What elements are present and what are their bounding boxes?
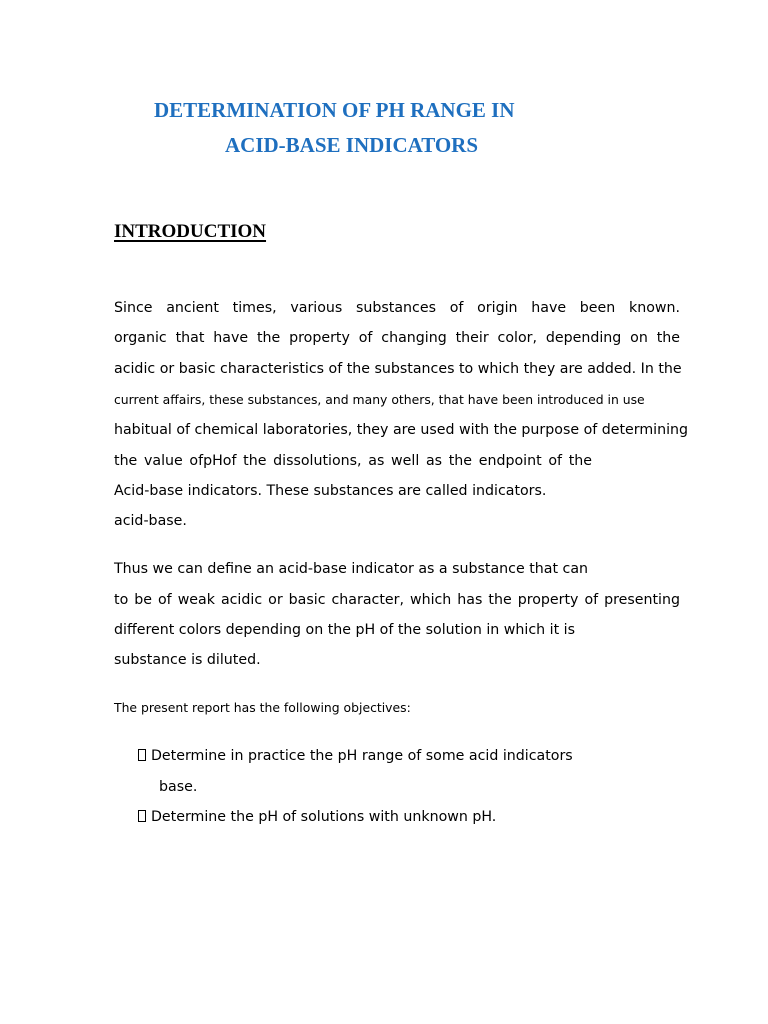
document-title-line-1: DETERMINATION OF PH RANGE IN <box>154 98 515 122</box>
section-heading-introduction: INTRODUCTION <box>114 221 267 242</box>
paragraph-1-line-3: acidic or basic characteristics of the substances to which they are added. In the <box>114 361 682 377</box>
paragraph-2-line-2: to be of weak acidic or basic character, which has the property of presenting <box>114 592 680 608</box>
paragraph-1-line-1: Since ancient times, various substances of origin have been known. <box>114 300 680 316</box>
paragraph-1-line-2: organic that have the property of changing their color, depending on the <box>114 330 680 346</box>
document-title-line-2: ACID-BASE INDICATORS <box>225 133 479 157</box>
paragraph-1-line-6: the value ofpHof the dissolutions, as well as the endpoint of the <box>114 453 592 469</box>
objective-1-continuation: base. <box>159 779 198 795</box>
paragraph-1-line-7: Acid-base indicators. These substances are called indicators. <box>114 483 547 499</box>
objectives-intro: The present report has the following objectives: <box>114 700 411 715</box>
paragraph-1-line-4: current affairs, these substances, and many others, that have been introduced in use <box>114 392 645 407</box>
paragraph-1-line-5: habitual of chemical laboratories, they are used with the purpose of determining <box>114 422 689 438</box>
objective-item-1 <box>138 746 573 766</box>
objective-item-2 <box>138 807 496 827</box>
bullet-box-icon <box>138 749 146 761</box>
paragraph-1-line-8: acid-base. <box>114 513 187 529</box>
bullet-box-icon <box>138 810 146 822</box>
paragraph-2-line-4: substance is diluted. <box>114 652 261 668</box>
objective-1-text: Determine in practice the pH range of some acid indicators <box>151 748 573 764</box>
paragraph-2-line-1: Thus we can define an acid-base indicator as a substance that can <box>114 561 589 577</box>
paragraph-2-line-3: different colors depending on the pH of the solution in which it is <box>114 622 575 638</box>
objective-2-text: Determine the pH of solutions with unknown pH. <box>151 809 497 825</box>
